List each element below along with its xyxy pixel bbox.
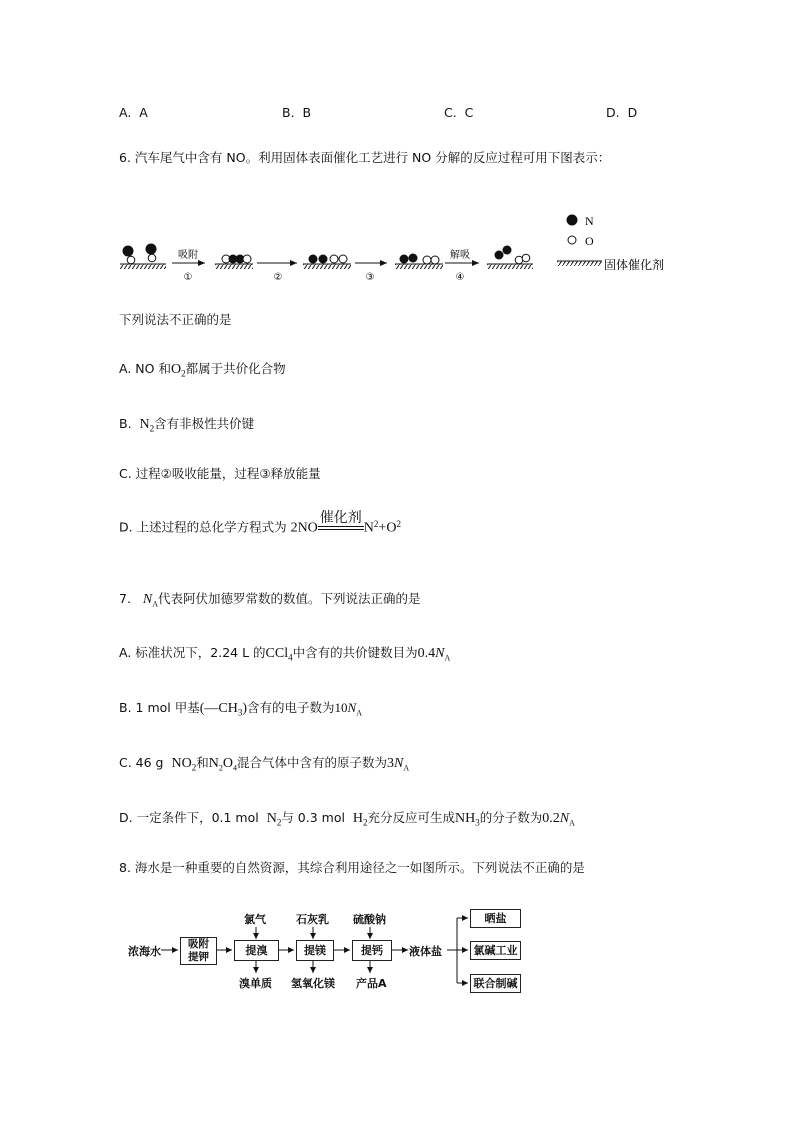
- flow-end-salt-drying: 晒盐: [470, 909, 521, 928]
- flow-box-magnesium: 提镁: [296, 940, 334, 961]
- legend-n-dot: [567, 215, 578, 226]
- n-atom: [123, 246, 134, 257]
- catalyst-surface-1: [120, 264, 166, 269]
- legend: [557, 214, 664, 272]
- step-4-number: ④: [455, 272, 465, 283]
- flow-output-mg-hydroxide: 氢氧化镁: [291, 977, 335, 990]
- legend-catalyst-label: 固体催化剂: [604, 258, 665, 272]
- q6-option-d: D. 上述过程的总化学方程式为 2NO 催化剂 $N_2+O_2$: [119, 510, 401, 536]
- option-a: A. A: [119, 105, 148, 120]
- flow-box-adsorb-potassium: 吸附 提钾: [180, 937, 217, 965]
- step-1-number: ①: [183, 272, 193, 283]
- flow-box-bromine: 提溴: [234, 940, 279, 961]
- catalyst-condition: 催化剂: [318, 510, 364, 530]
- legend-o-dot: [568, 236, 576, 244]
- flow-input-sodium-sulfate: 硫酸钠: [353, 913, 386, 926]
- step-1-label: 吸附: [178, 250, 198, 261]
- step-2-number: ②: [273, 272, 283, 283]
- q8-stem: 8. 海水是一种重要的自然资源，其综合利用途径之一如图所示。下列说法不正确的是: [119, 860, 585, 875]
- flow-output-bromine: 溴单质: [239, 977, 272, 990]
- option-b: B. B: [282, 105, 312, 120]
- q6-stem: 6. 汽车尾气中含有 NO。利用固体表面催化工艺进行 NO 分解的反应过程可用下图表示：: [119, 150, 611, 165]
- q6-question: 下列说法不正确的是: [119, 312, 232, 327]
- n-atom: [146, 244, 157, 255]
- flow-input-lime-milk: 石灰乳: [296, 913, 329, 926]
- flow-box-calcium: 提钙: [352, 940, 392, 961]
- q7-option-c: C. 46 g $NO_2$和$N_2O_4$混合气体中含有的原子数为$3N_A$: [119, 755, 410, 773]
- stage-1: [120, 244, 166, 270]
- q7-option-d: D. 一定条件下，0.1 mol $N_2$与 0.3 mol $H_2$充分反应可生成$NH_3$的分子数为$0.2N_A$: [119, 810, 575, 828]
- flow-end-chlor-alkali: 氯碱工业: [470, 941, 521, 960]
- o-atom: [148, 254, 156, 262]
- q7-stem: 7. $N_A$代表阿伏加德罗常数的数值。下列说法正确的是: [119, 591, 421, 609]
- flow-end-combined-soda: 联合制碱: [470, 974, 521, 993]
- catalysis-diagram: [115, 205, 695, 290]
- q7-option-a: A. 标准状况下，2.24 L 的CCl$_4$中含有的共价键数目为$0.4N_A$: [119, 645, 451, 663]
- flow-input-chlorine: 氯气: [244, 913, 266, 926]
- step-3-number: ③: [365, 272, 375, 283]
- step-4-label: 解吸: [450, 250, 470, 261]
- flow-start-label: 浓海水: [128, 945, 161, 958]
- stage-2: [215, 255, 253, 270]
- o-atom: [127, 256, 135, 264]
- q6-option-c: C. 过程②吸收能量，过程③释放能量: [119, 466, 321, 481]
- option-c: C. C: [444, 105, 474, 120]
- q7-option-b: B. 1 mol 甲基$(—CH_3)$含有的电子数为$10N_A$: [119, 700, 362, 718]
- stage-4: [395, 254, 443, 270]
- q6-option-a: A. NO 和$O_2$都属于共价化合物: [119, 361, 286, 379]
- legend-n-label: N: [585, 214, 594, 228]
- flow-output-product-a: 产品A: [356, 977, 387, 990]
- legend-o-label: O: [585, 234, 594, 248]
- stage-5: [487, 246, 533, 270]
- q6-option-b: B. $N_2$含有非极性共价键: [119, 416, 255, 434]
- flow-liquid-salt-label: 液体盐: [409, 945, 442, 958]
- stage-3: [303, 255, 351, 270]
- option-d: D. D: [606, 105, 638, 120]
